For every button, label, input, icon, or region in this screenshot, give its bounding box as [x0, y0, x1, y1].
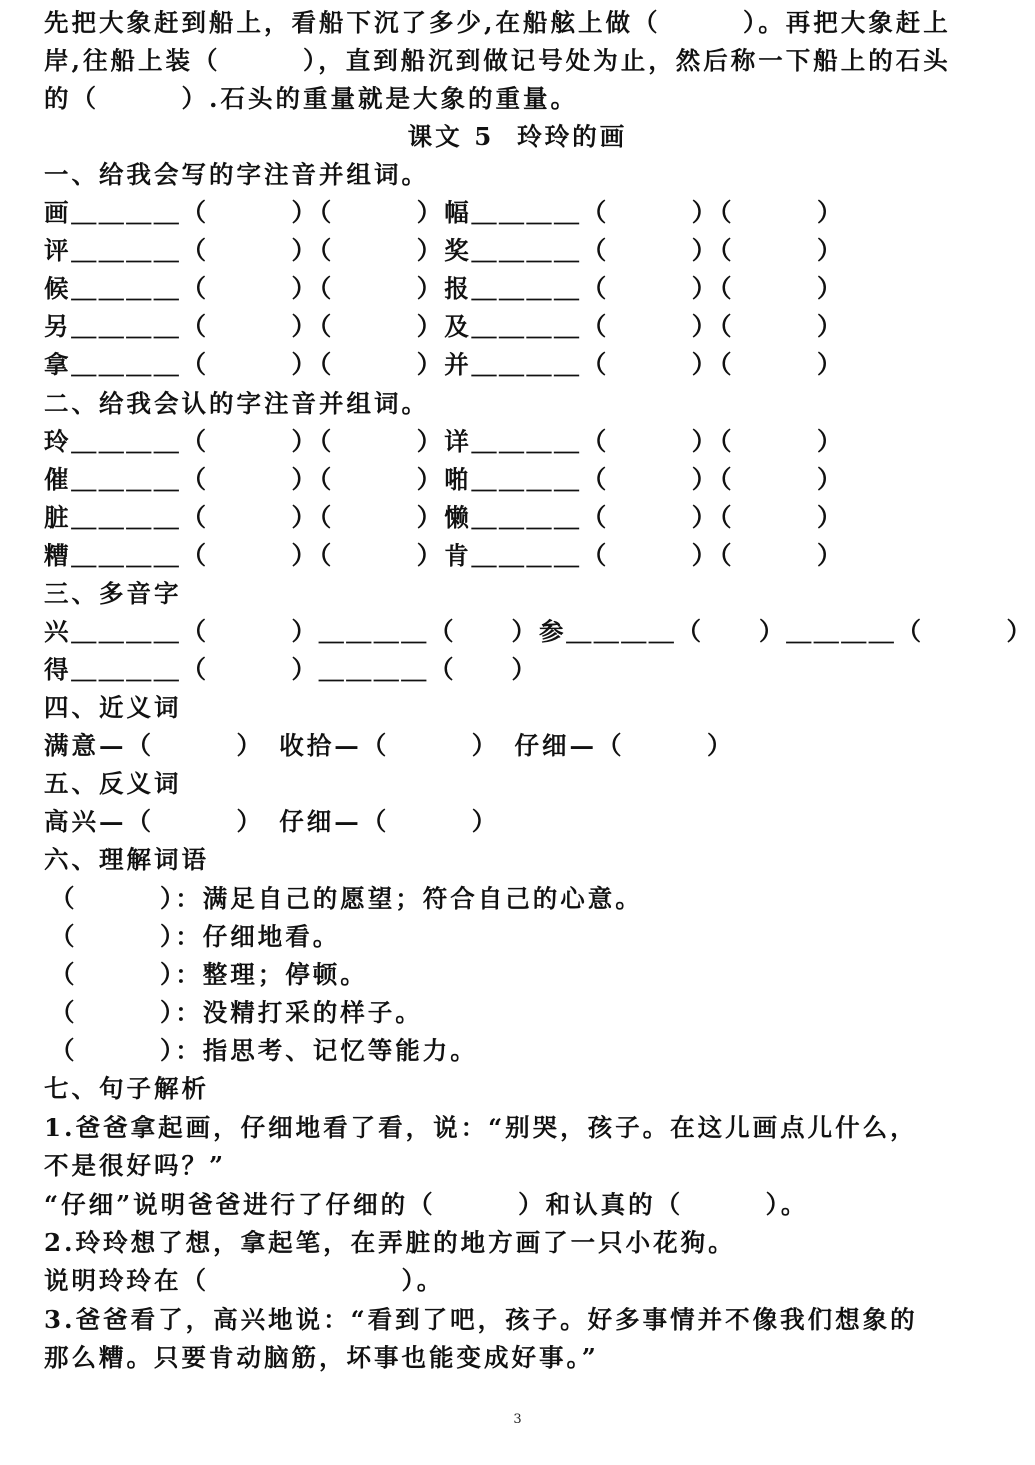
exercise-row: 画＿＿＿＿（ ）（ ）幅＿＿＿＿（ ）（ ） — [44, 198, 845, 227]
exercise-row: 高兴—（ ） 仔细—（ ） — [44, 807, 500, 836]
exercise-row: 兴＿＿＿＿（ ）＿＿＿＿（ ）参＿＿＿＿（ ）＿＿＿＿（ ） — [44, 617, 1034, 646]
section-title: 六、理解词语 — [44, 845, 209, 874]
exercise-row: 满意—（ ） 收拾—（ ） 仔细—（ ） — [44, 731, 735, 760]
exercise-row: 评＿＿＿＿（ ）（ ）奖＿＿＿＿（ ）（ ） — [44, 236, 845, 265]
exercise-row: 催＿＿＿＿（ ）（ ）啪＿＿＿＿（ ）（ ） — [44, 465, 845, 494]
section-title: 二、给我会认的字注音并组词。 — [44, 389, 429, 418]
section-title: 一、给我会写的字注音并组词。 — [44, 160, 429, 189]
exercise-row: （ ）：整理；停顿。 — [50, 960, 368, 989]
sentence-line: 说明玲玲在（ ）。 — [44, 1266, 445, 1295]
sentence-line: 那么糟。只要肯动脑筋，坏事也能变成好事。” — [44, 1343, 599, 1372]
exercise-row: 糟＿＿＿＿（ ）（ ）肯＿＿＿＿（ ）（ ） — [44, 541, 845, 570]
section-title: 五、反义词 — [44, 769, 182, 798]
exercise-row: 拿＿＿＿＿（ ）（ ）并＿＿＿＿（ ）（ ） — [44, 350, 845, 379]
intro-line: 先把大象赶到船上，看船下沉了多少,在船舷上做（ ）。再把大象赶上 — [44, 8, 951, 37]
lesson-title: 课文 5 玲玲的画 — [407, 122, 628, 151]
sentence-line: “仔细”说明爸爸进行了仔细的（ ）和认真的（ ）。 — [44, 1190, 809, 1219]
exercise-row: 玲＿＿＿＿（ ）（ ）详＿＿＿＿（ ）（ ） — [44, 427, 845, 456]
exercise-row: （ ）：仔细地看。 — [50, 922, 341, 951]
sentence-line: 2.玲玲想了想，拿起笔，在弄脏的地方画了一只小花狗。 — [44, 1228, 736, 1257]
exercise-row: （ ）：没精打采的样子。 — [50, 998, 423, 1027]
section-title: 七、句子解析 — [44, 1074, 209, 1103]
sentence-line: 1.爸爸拿起画，仔细地看了看，说：“别哭，孩子。在这儿画点儿什么， — [44, 1113, 918, 1142]
exercise-row: 另＿＿＿＿（ ）（ ）及＿＿＿＿（ ）（ ） — [44, 312, 845, 341]
exercise-row: （ ）：满足自己的愿望；符合自己的心意。 — [50, 884, 643, 913]
intro-line: 的（ ）.石头的重量就是大象的重量。 — [44, 84, 579, 113]
exercise-row: 脏＿＿＿＿（ ）（ ）懒＿＿＿＿（ ）（ ） — [44, 503, 845, 532]
sentence-line: 3.爸爸看了，高兴地说：“看到了吧，孩子。好多事情并不像我们想象的 — [44, 1305, 918, 1334]
exercise-row: 得＿＿＿＿（ ）＿＿＿＿（ ） — [44, 655, 539, 684]
sentence-line: 不是很好吗？” — [44, 1151, 227, 1180]
section-title: 四、近义词 — [44, 693, 182, 722]
section-title: 三、多音字 — [44, 579, 182, 608]
exercise-row: 候＿＿＿＿（ ）（ ）报＿＿＿＿（ ）（ ） — [44, 274, 845, 303]
page-number: 3 — [513, 1412, 522, 1427]
exercise-row: （ ）：指思考、记忆等能力。 — [50, 1036, 478, 1065]
intro-line: 岸,往船上装（ ），直到船沉到做记号处为止，然后称一下船上的石头 — [44, 46, 951, 75]
